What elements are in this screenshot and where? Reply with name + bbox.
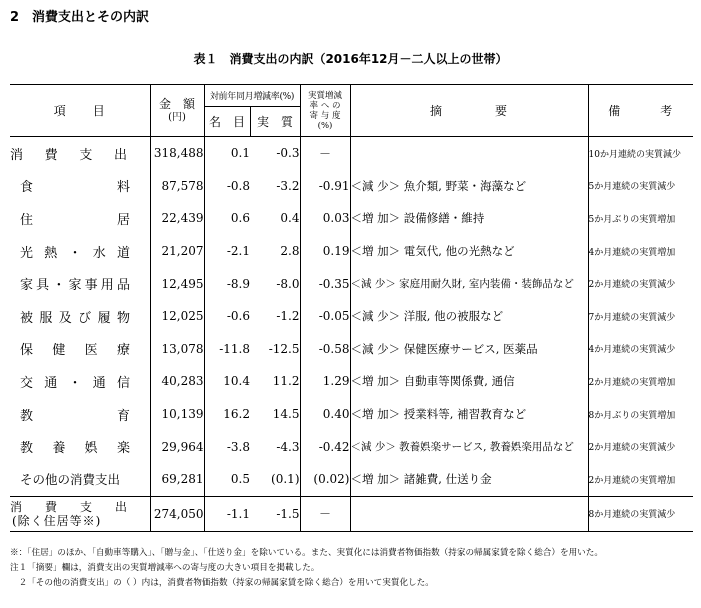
row-summary: ＜減 少＞ 家庭用耐久財, 室内装備・装飾品など	[350, 267, 588, 300]
row-nominal: -3.8	[226, 439, 250, 454]
consumption-table	[10, 84, 693, 532]
header-real: 実 質	[250, 107, 300, 137]
row-nominal: -0.6	[226, 309, 250, 324]
row-nominal: -1.1	[204, 496, 250, 531]
row-amount: 22,439	[150, 202, 204, 235]
header-contrib: 実質増減 率 へ の 寄 与 度 (%)	[300, 85, 350, 137]
row-name-text: 交 通 ・ 通 信	[20, 375, 130, 391]
footnote: ※：「住居」のほか、「自動車等購入」、「贈与金」、「仕送り金」を除いている。また、実質化には消費者物価指数（持家の帰属家賃を除く総合）を用いた。	[10, 548, 603, 558]
row-real: -1.2	[250, 300, 300, 333]
row-name: 消 費 支 出 (除く住居等※)	[10, 496, 150, 531]
row-nominal: -2.1	[226, 244, 250, 259]
row-amount: 21,207	[150, 235, 204, 268]
table-row	[10, 463, 693, 496]
header-note: 備 考	[588, 85, 693, 137]
row-name-text: 光 熱 ・ 水 道	[20, 245, 130, 261]
row-note: 4か月連続の実質減少	[588, 345, 676, 356]
row-note: 7か月連続の実質減少	[588, 312, 676, 323]
row-summary: ＜増 加＞ 授業料等, 補習教育など	[350, 398, 588, 431]
row-contrib: 0.19	[300, 235, 350, 268]
row-note: 2か月連続の実質減少	[588, 280, 676, 291]
row-contrib: (0.02)	[300, 463, 350, 496]
row-summary: ＜減 少＞ 洋服, 他の被服など	[350, 300, 588, 333]
row-name	[10, 463, 150, 496]
row-name-text: その他の消費支出	[20, 472, 121, 488]
row-summary: ＜増 加＞ 自動車等関係費, 通信	[350, 365, 588, 398]
row-nominal: 16.2	[223, 407, 250, 422]
row-note: 2か月連続の実質増加	[588, 475, 676, 486]
row-name	[10, 300, 150, 333]
section-title: 2 消費支出とその内訳	[10, 10, 150, 25]
row-nominal: 10.4	[223, 374, 250, 389]
row-amount: 318,488	[150, 137, 204, 170]
row-contrib: －	[300, 137, 350, 170]
footnotes	[10, 546, 693, 591]
row-nominal: -0.8	[226, 178, 250, 193]
row-real: 14.5	[250, 398, 300, 431]
table-row	[10, 300, 693, 333]
row-name-text: 教 養 娯 楽	[20, 441, 130, 457]
row-summary: ＜減 少＞ 魚介類, 野菜・海藻など	[350, 170, 588, 203]
row-contrib: -0.91	[300, 170, 350, 203]
row-real: -8.0	[250, 267, 300, 300]
row-contrib: －	[300, 496, 350, 531]
table-title: 表１ 消費支出の内訳（2016年12月－二人以上の世帯）	[193, 52, 508, 66]
row-nominal: 0.5	[230, 472, 250, 487]
footnote: 注１「摘要」欄は，消費支出の実質増減率への寄与度の大きい項目を掲載した。	[10, 563, 320, 573]
table-row	[10, 137, 693, 170]
table-row	[10, 235, 693, 268]
row-note: 10か月連続の実質減少	[588, 149, 681, 160]
row-name	[10, 333, 150, 366]
footnote: ２「その他の消費支出」の（ ）内は，消費者物価指数（持家の帰属家賃を除く総合）を用いて実質化した。	[10, 578, 434, 588]
row-note: 5か月連続の実質減少	[588, 182, 676, 193]
row-summary: ＜減 少＞ 教養娯楽サービス, 教養娯楽用品など	[350, 430, 588, 463]
row-summary	[350, 496, 588, 531]
row-name-text: 被 服 及 び 履 物	[20, 310, 130, 326]
row-summary: ＜増 加＞ 電気代, 他の光熱など	[350, 235, 588, 268]
row-note: 4か月連続の実質増加	[588, 247, 676, 258]
row-name	[10, 137, 150, 170]
row-real: -4.3	[250, 430, 300, 463]
row-real: -3.2	[250, 170, 300, 203]
row-name	[10, 398, 150, 431]
row-name-text: 食 料	[20, 180, 130, 196]
row-contrib: -0.05	[300, 300, 350, 333]
table-row	[10, 202, 693, 235]
row-note: 2か月連続の実質増加	[588, 377, 676, 388]
row-name-text: 教 育	[20, 408, 130, 424]
row-amount: 69,281	[150, 463, 204, 496]
row-amount: 87,578	[150, 170, 204, 203]
row-note: 8か月ぶりの実質増加	[588, 410, 676, 421]
row-contrib: -0.42	[300, 430, 350, 463]
row-real: -0.3	[250, 137, 300, 170]
row-nominal: 0.6	[230, 211, 250, 226]
row-note: 5か月ぶりの実質増加	[588, 214, 676, 225]
row-amount: 10,139	[150, 398, 204, 431]
header-yoy: 対前年同月増減率(%)	[204, 85, 300, 107]
row-amount: 13,078	[150, 333, 204, 366]
row-contrib: -0.35	[300, 267, 350, 300]
row-contrib: -0.58	[300, 333, 350, 366]
header-nominal: 名 目	[204, 107, 250, 137]
row-summary: ＜減 少＞ 保健医療サービス, 医薬品	[350, 333, 588, 366]
table-row	[10, 333, 693, 366]
row-real: 0.4	[250, 202, 300, 235]
header-amount: 金 額 (円)	[150, 85, 204, 137]
table-row	[10, 267, 693, 300]
row-amount: 29,964	[150, 430, 204, 463]
row-name-text: 保 健 医 療	[20, 343, 130, 359]
row-amount: 40,283	[150, 365, 204, 398]
row-real: 11.2	[250, 365, 300, 398]
row-nominal: 0.1	[230, 146, 250, 161]
row-nominal: -11.8	[219, 341, 250, 356]
row-name	[10, 170, 150, 203]
row-note: 2か月連続の実質減少	[588, 443, 676, 454]
row-amount: 274,050	[150, 496, 204, 531]
row-name-text: 家 具 ・ 家 事 用 品	[20, 278, 130, 294]
row-contrib: 1.29	[300, 365, 350, 398]
row-summary: ＜増 加＞ 諸雑費, 仕送り金	[350, 463, 588, 496]
row-real: -1.5	[250, 496, 300, 531]
row-name-text: 消 費 支 出	[10, 147, 127, 163]
row-summary	[350, 137, 588, 170]
row-contrib: 0.03	[300, 202, 350, 235]
row-amount: 12,025	[150, 300, 204, 333]
row-real: -12.5	[250, 333, 300, 366]
row-summary: ＜増 加＞ 設備修繕・維持	[350, 202, 588, 235]
header-summary: 摘 要	[350, 85, 588, 137]
row-real: (0.1)	[250, 463, 300, 496]
row-nominal: -8.9	[226, 276, 250, 291]
row-name	[10, 365, 150, 398]
table-row	[10, 170, 693, 203]
row-contrib: 0.40	[300, 398, 350, 431]
row-name	[10, 202, 150, 235]
row-name	[10, 430, 150, 463]
row-amount: 12,495	[150, 267, 204, 300]
table-row	[10, 365, 693, 398]
row-name	[10, 235, 150, 268]
header-item: 項 目	[10, 85, 150, 137]
table-row-total-excl	[10, 496, 693, 531]
row-real: 2.8	[250, 235, 300, 268]
table-row	[10, 398, 693, 431]
table-row	[10, 430, 693, 463]
row-name-text: 住 居	[20, 212, 130, 228]
row-note: 8か月連続の実質減少	[588, 496, 693, 531]
row-name	[10, 267, 150, 300]
